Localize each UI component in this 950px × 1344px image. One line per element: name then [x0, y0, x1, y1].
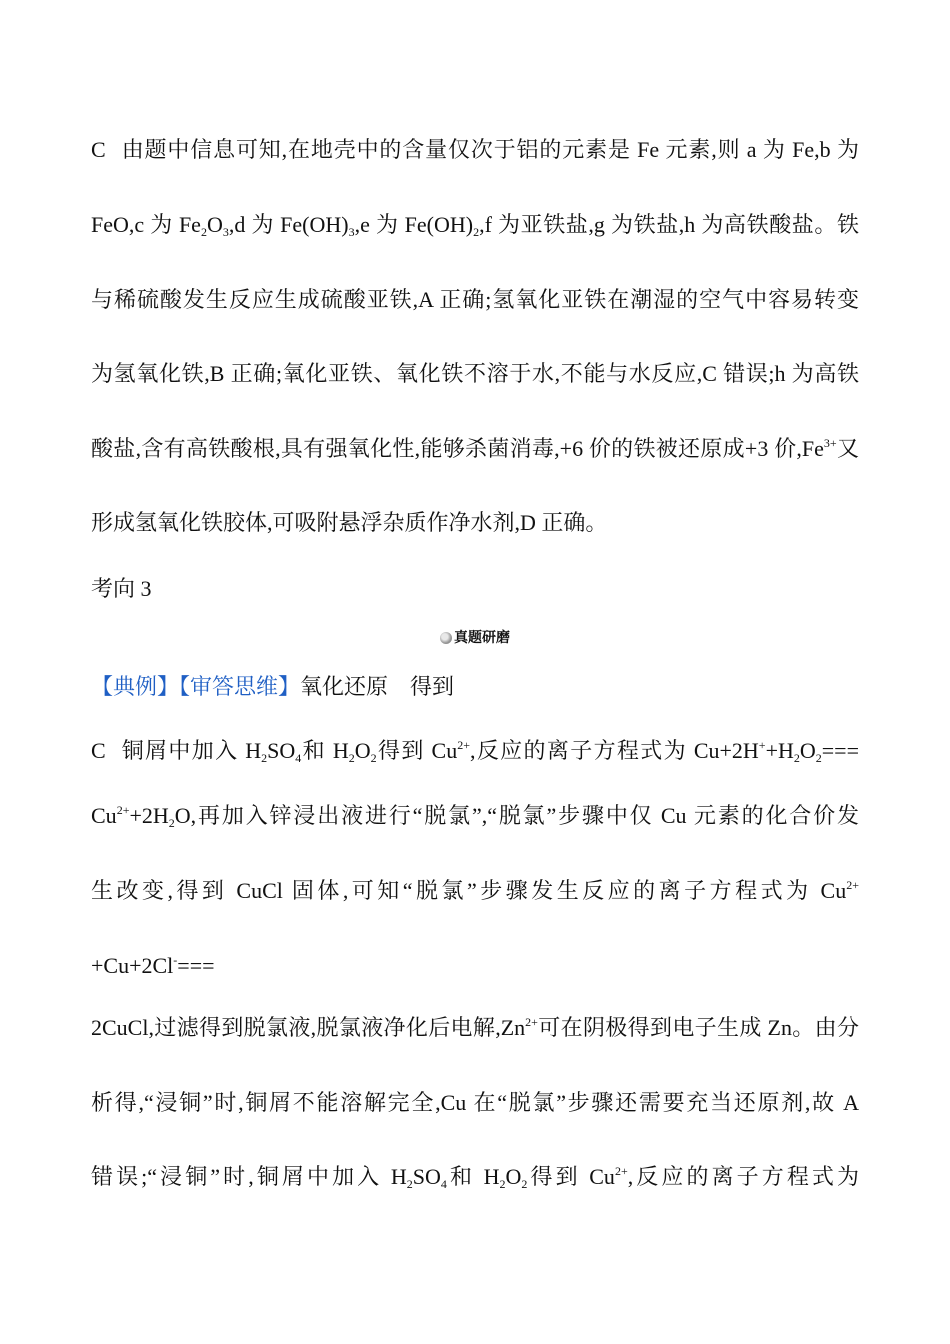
section-badge [0, 624, 950, 654]
answer-letter: C [91, 137, 106, 162]
text-span: 由题中信息可知,在地壳中的含量仅次于铝的元素是 Fe 元素,则 a 为 Fe,b 为 [121, 137, 859, 162]
superscript: 2+ [614, 1164, 628, 1178]
text-span: ,d 为 Fe(OH) [228, 212, 349, 237]
text-span: SO [412, 1164, 441, 1189]
p2-line-1-text [122, 736, 859, 766]
p2-line-5 [91, 1013, 859, 1043]
superscript: + [758, 738, 766, 752]
superscript: 2+ [457, 738, 470, 752]
text-span: 2CuCl,过滤得到脱氯液,脱氯液净化后电解,Zn [91, 1015, 526, 1040]
p2-line-6: 析得,“浸铜”时,铜屑不能溶解完全,Cu 在“脱氯”步骤还需要充当还原剂,故 A [91, 1090, 859, 1115]
reasoning-tag: 【审答思维】 [179, 674, 301, 699]
text-span: SO [267, 738, 296, 763]
section-heading: 考向 3 [91, 576, 152, 601]
text-span: ,f 为亚铁盐,g 为铁盐,h 为高铁酸盐。铁 [479, 212, 859, 237]
subscript: 2 [168, 816, 175, 830]
badge-circle-icon [440, 632, 452, 644]
subscript: 4 [295, 751, 302, 765]
superscript: - [173, 953, 178, 967]
text-span: +Cu+2Cl [91, 953, 174, 978]
superscript: 2+ [525, 1015, 538, 1029]
subscript: 2 [406, 1177, 413, 1191]
subscript: 2 [348, 751, 355, 765]
p2-line-2 [91, 801, 859, 831]
text-span: O [505, 1164, 522, 1189]
text-span: 又 [836, 436, 859, 461]
text-span: O [799, 738, 816, 763]
p1-line-3: 与稀硫酸发生反应生成硫酸亚铁,A 正确;氢氧化亚铁在潮湿的空气中容易转变 [91, 287, 859, 312]
text-span: 和 H [446, 1164, 500, 1189]
text-span: +H [765, 738, 794, 763]
text-span: 和 H [301, 738, 349, 763]
text-span: 可在阴极得到电子生成 Zn。由分 [537, 1015, 859, 1040]
text-span: +2H [129, 803, 169, 828]
subscript: 2 [370, 751, 377, 765]
subscript: 2 [793, 751, 800, 765]
text-span: 得到 Cu [376, 738, 458, 763]
p1-line-6: 形成氢氧化铁胶体,可吸附悬浮杂质作净水剂,D 正确。 [91, 510, 608, 535]
subscript: 2 [499, 1177, 506, 1191]
p1-line-2 [91, 210, 859, 240]
p2-line-1 [91, 736, 859, 766]
text-span: 酸盐,含有高铁酸根,具有强氧化性,能够杀菌消毒,+6 价的铁被还原成+3 价,Fe [91, 436, 824, 461]
text-span: 错误;“浸铜”时,铜屑中加入 H [91, 1164, 407, 1189]
text-span: Cu [91, 803, 117, 828]
text-span: FeO,c 为 Fe [91, 212, 201, 237]
text-span: 得到 Cu [527, 1164, 615, 1189]
text-span: O,再加入锌浸出液进行“脱氯”,“脱氯”步骤中仅 Cu 元素的化合价发 [174, 803, 859, 828]
p1-line-5 [91, 434, 859, 464]
text-span: ,反应的离子方程式为 [627, 1164, 859, 1189]
text-span: O [354, 738, 371, 763]
p1-line-4: 为氢氧化铁,B 正确;氧化亚铁、氧化铁不溶于水,不能与水反应,C 错误;h 为高铁 [91, 361, 859, 386]
text-span: 铜屑中加入 H [121, 738, 262, 763]
text-span: ,反应的离子方程式为 Cu+2H [469, 738, 759, 763]
text-span: ,e 为 Fe(OH) [354, 212, 474, 237]
text-span: O [206, 212, 223, 237]
answer-letter: C [91, 738, 106, 763]
example-text: 氧化还原 得到 [300, 674, 455, 699]
text-span: === [821, 738, 859, 763]
p1-line-1 [91, 135, 859, 165]
p2-line-7 [91, 1162, 859, 1192]
subscript: 3 [222, 225, 229, 239]
superscript: 2+ [846, 878, 859, 892]
text-span: === [177, 953, 215, 978]
superscript: 2+ [116, 803, 130, 817]
subscript: 3 [348, 225, 355, 239]
p2-line-3 [91, 876, 859, 906]
example-tag: 【典例】 [91, 674, 180, 699]
subscript: 2 [473, 225, 480, 239]
p2-line-4 [91, 951, 859, 981]
p1-line-1-text [122, 135, 859, 165]
subscript: 2 [261, 751, 268, 765]
subscript: 2 [521, 1177, 528, 1191]
badge-label: 真题研磨 [454, 631, 510, 646]
subscript: 4 [440, 1177, 447, 1191]
superscript: 3+ [823, 436, 837, 450]
subscript: 2 [200, 225, 207, 239]
text-span: 生改变,得到 CuCl 固体,可知“脱氯”步骤发生反应的离子方程式为 Cu [91, 878, 847, 903]
subscript: 2 [815, 751, 822, 765]
example-line [91, 672, 859, 702]
